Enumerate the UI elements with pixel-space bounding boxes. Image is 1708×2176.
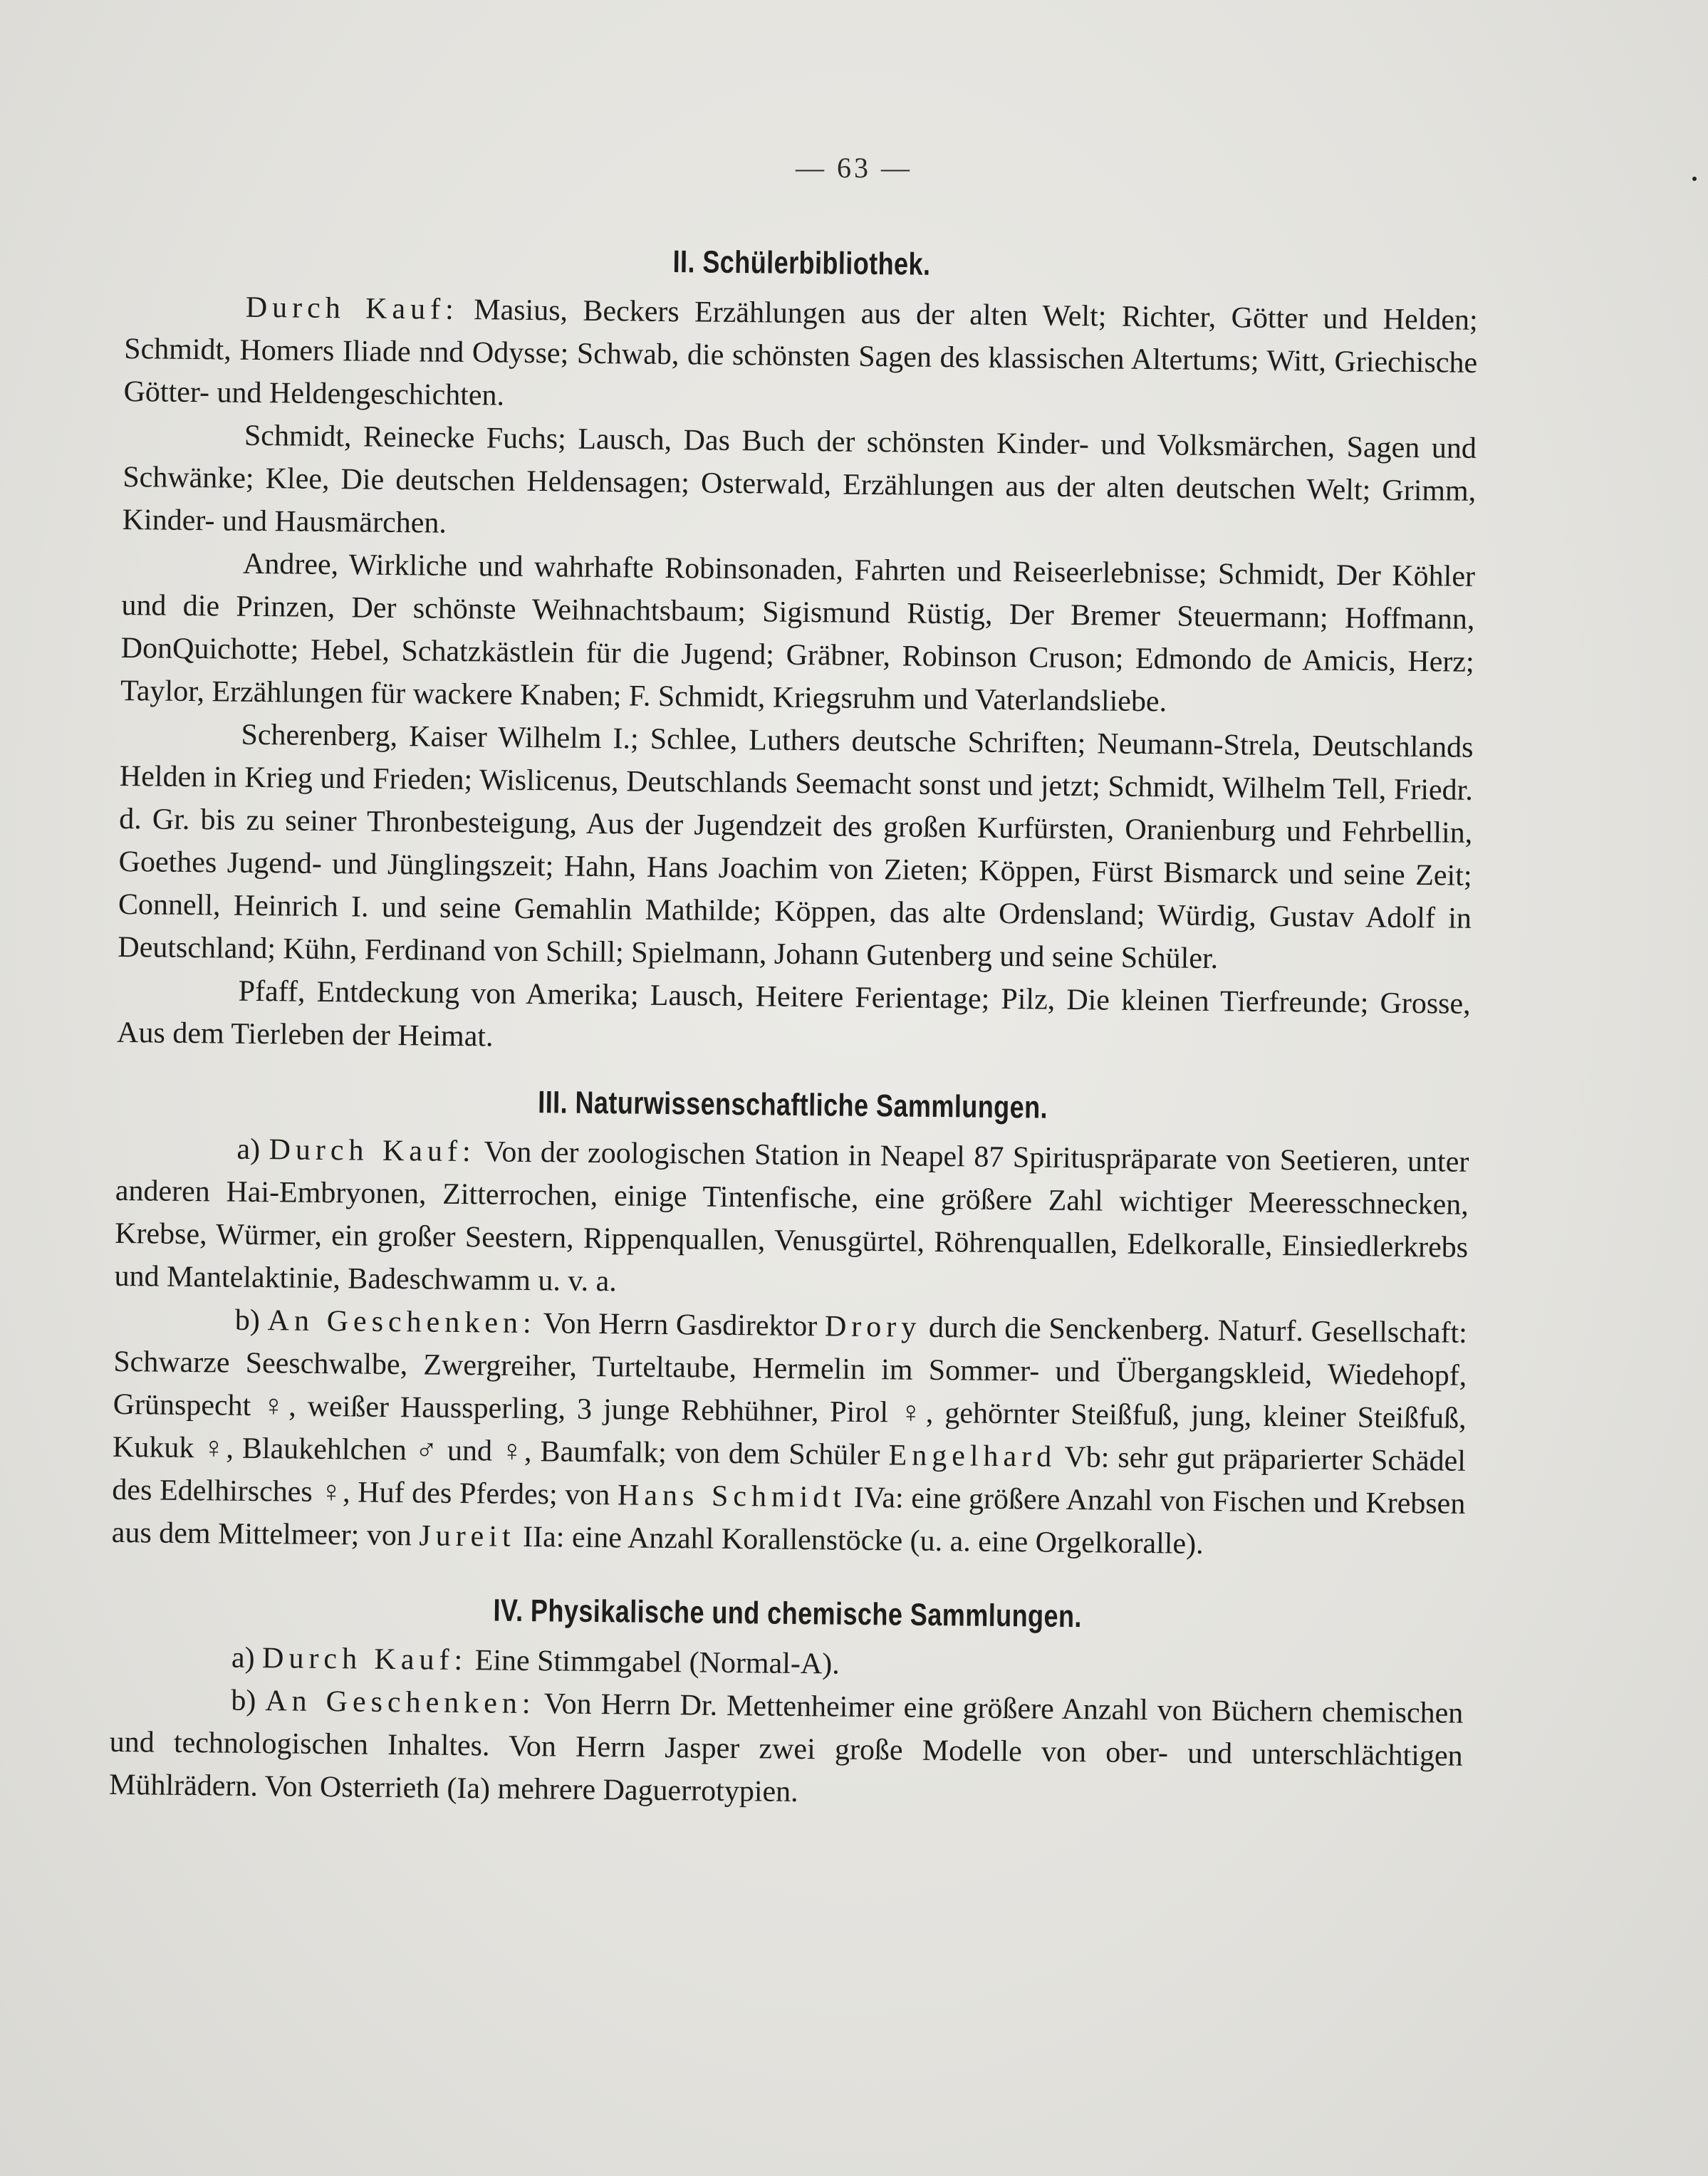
page-number: — 63 —	[796, 152, 912, 184]
lead-phrase: An Geschenken:	[267, 1304, 536, 1341]
paragraph: Schmidt, Reinecke Fuchs; Lausch, Das Buch der schönsten Kinder- und Volksmärchen, Sagen und Schwänke; Klee, Die deutschen Heldensagen; Osterwald, Erzählungen aus der alten deutschen Welt; Grimm, Kinder- und Hausmärchen.	[122, 419, 1477, 540]
paragraph-text: Masius, Beckers Erzählungen aus der alten Welt; Richter, Götter und Helden; Schmidt, Homers Iliade nnd Odysse; Schwab, die schönsten Sagen des klassischen Altertums; Witt, Griechische Götter- und Heldengeschichten.	[123, 293, 1478, 412]
paragraph	[123, 285, 1478, 427]
paragraph	[114, 1127, 1469, 1312]
paragraph-text: Von Herrn Dr. Mettenheimer eine größere Anzahl von Büchern chemischen und technologischen Inhaltes. Von Herrn Jasper zwei große Modelle von ober- und unterschlächtigen Mühlrädern. Von Osterrieth (Ia) mehrere Daguerrotypien.	[108, 1687, 1464, 1809]
item-label: b)	[231, 1684, 266, 1718]
lead-phrase: Durch Kauf:	[261, 1642, 468, 1677]
document-body	[109, 228, 1479, 1821]
section-title-naturwissenschaftliche-sammlungen: III. Naturwissenschaftliche Sammlungen.	[538, 1085, 1048, 1125]
class-label: IVa	[845, 1481, 896, 1515]
paragraph-text: : sehr gut präparierter Schädel des Edelhirsches ♀, Huf des Pferdes; von	[112, 1441, 1467, 1512]
class-label: Vb	[1056, 1440, 1101, 1474]
scan-speck	[1692, 177, 1697, 181]
paragraph-text: Von Herrn Gasdirektor	[536, 1307, 826, 1343]
paragraph-text: durch die Senckenberg. Naturf. Gesellschaft: Schwarze Seeschwalbe, Zwergreiher, Turteltaube, Hermelin im Sommer- und Übergangskleid, Wiedehopf, Grünspecht ♀, weißer Haussperling, 3 junge Rebhühner, Pirol ♀, gehörnter Steißfuß, jung, kleiner Steißfuß, Kukuk ♀, Blaukehlchen ♂ und ♀, Baumfalk; von dem Schüler	[112, 1311, 1468, 1472]
paragraph-text: : eine Anzahl Korallenstöcke (u. a. eine Orgelkoralle).	[556, 1521, 1204, 1561]
paragraph-text: Von der zoologischen Station in Neapel 87 Spirituspräparate von Seetieren, unter anderen Hai-Embryonen, Zitterrochen, einige Tintenfische, eine größere Zahl wichtiger Meeresschnecken, Krebse, Würmer, ein großer Seestern, Rippenquallen, Venusgürtel, Röhrenquallen, Edelkoralle, Einsiedlerkrebs und Mantelaktinie, Badeschwamm u. v. a.	[114, 1135, 1469, 1298]
paragraph	[112, 1298, 1468, 1568]
paragraph-text: : eine größere Anzahl von Fischen und Krebsen aus dem Mittelmeer; von	[111, 1482, 1466, 1553]
item-label: a)	[231, 1641, 263, 1675]
section-title-physikalische-chemische-sammlungen: IV. Physikalische und chemische Sammlungen.	[493, 1593, 1083, 1635]
person-name: Hans Schmidt	[617, 1479, 847, 1514]
person-name: Jureit	[419, 1519, 516, 1553]
item-label: b)	[234, 1303, 268, 1338]
item-label: a)	[236, 1133, 269, 1167]
class-label: IIa	[515, 1520, 557, 1554]
lead-phrase: Durch Kauf:	[245, 291, 459, 326]
lead-phrase: Durch Kauf:	[269, 1133, 476, 1169]
person-name: Engelhard	[888, 1439, 1057, 1474]
person-name: Drory	[824, 1310, 922, 1344]
section-title-schuelerbibliothek: II. Schülerbibliothek.	[672, 244, 931, 282]
paragraph	[109, 1678, 1464, 1821]
paragraph-text: Eine Stimmgabel (Normal-A).	[467, 1644, 840, 1681]
lead-phrase: An Geschenken:	[265, 1685, 536, 1721]
paragraph: Pfaff, Entdeckung von Amerika; Lausch, Heitere Ferientage; Pilz, Die kleinen Tierfreunde; Grosse, Aus dem Tierleben der Heimat.	[116, 974, 1471, 1053]
paragraph: Scherenberg, Kaiser Wilhelm I.; Schlee, Luthers deutsche Schriften; Neumann-Strela, Deutschlands Helden in Krieg und Frieden; Wislicenus, Deutschlands Seemacht sonst und jetzt; Schmidt, Wilhelm Tell, Friedr. d. Gr. bis zu seiner Thronbesteigung, Aus der Jugendzeit des großen Kurfürsten, Oranienburg und Fehrbellin, Goethes Jugend- und Jünglingszeit; Hahn, Hans Joachim von Zieten; Köppen, Fürst Bismarck und seine Zeit; Connell, Heinrich I. und seine Gemahlin Mathilde; Köppen, das alte Ordensland; Würdig, Gustav Adolf in Deutschland; Kühn, Ferdinand von Schill; Spielmann, Johann Gutenberg und seine Schüler.	[118, 718, 1474, 976]
paragraph: Andree, Wirkliche und wahrhafte Robinsonaden, Fahrten und Reiseerlebnisse; Schmidt, Der Köhler und die Prinzen, Der schönste Weihnachtsbaum; Sigismund Rüstig, Der Bremer Steuermann; Hoffmann, DonQuichotte; Hebel, Schatzkästlein für die Jugend; Gräbner, Robinson Cruson; Edmondo de Amicis, Herz; Taylor, Erzählungen für wackere Knaben; F. Schmidt, Kriegsruhm und Vaterlandsliebe.	[120, 547, 1476, 719]
